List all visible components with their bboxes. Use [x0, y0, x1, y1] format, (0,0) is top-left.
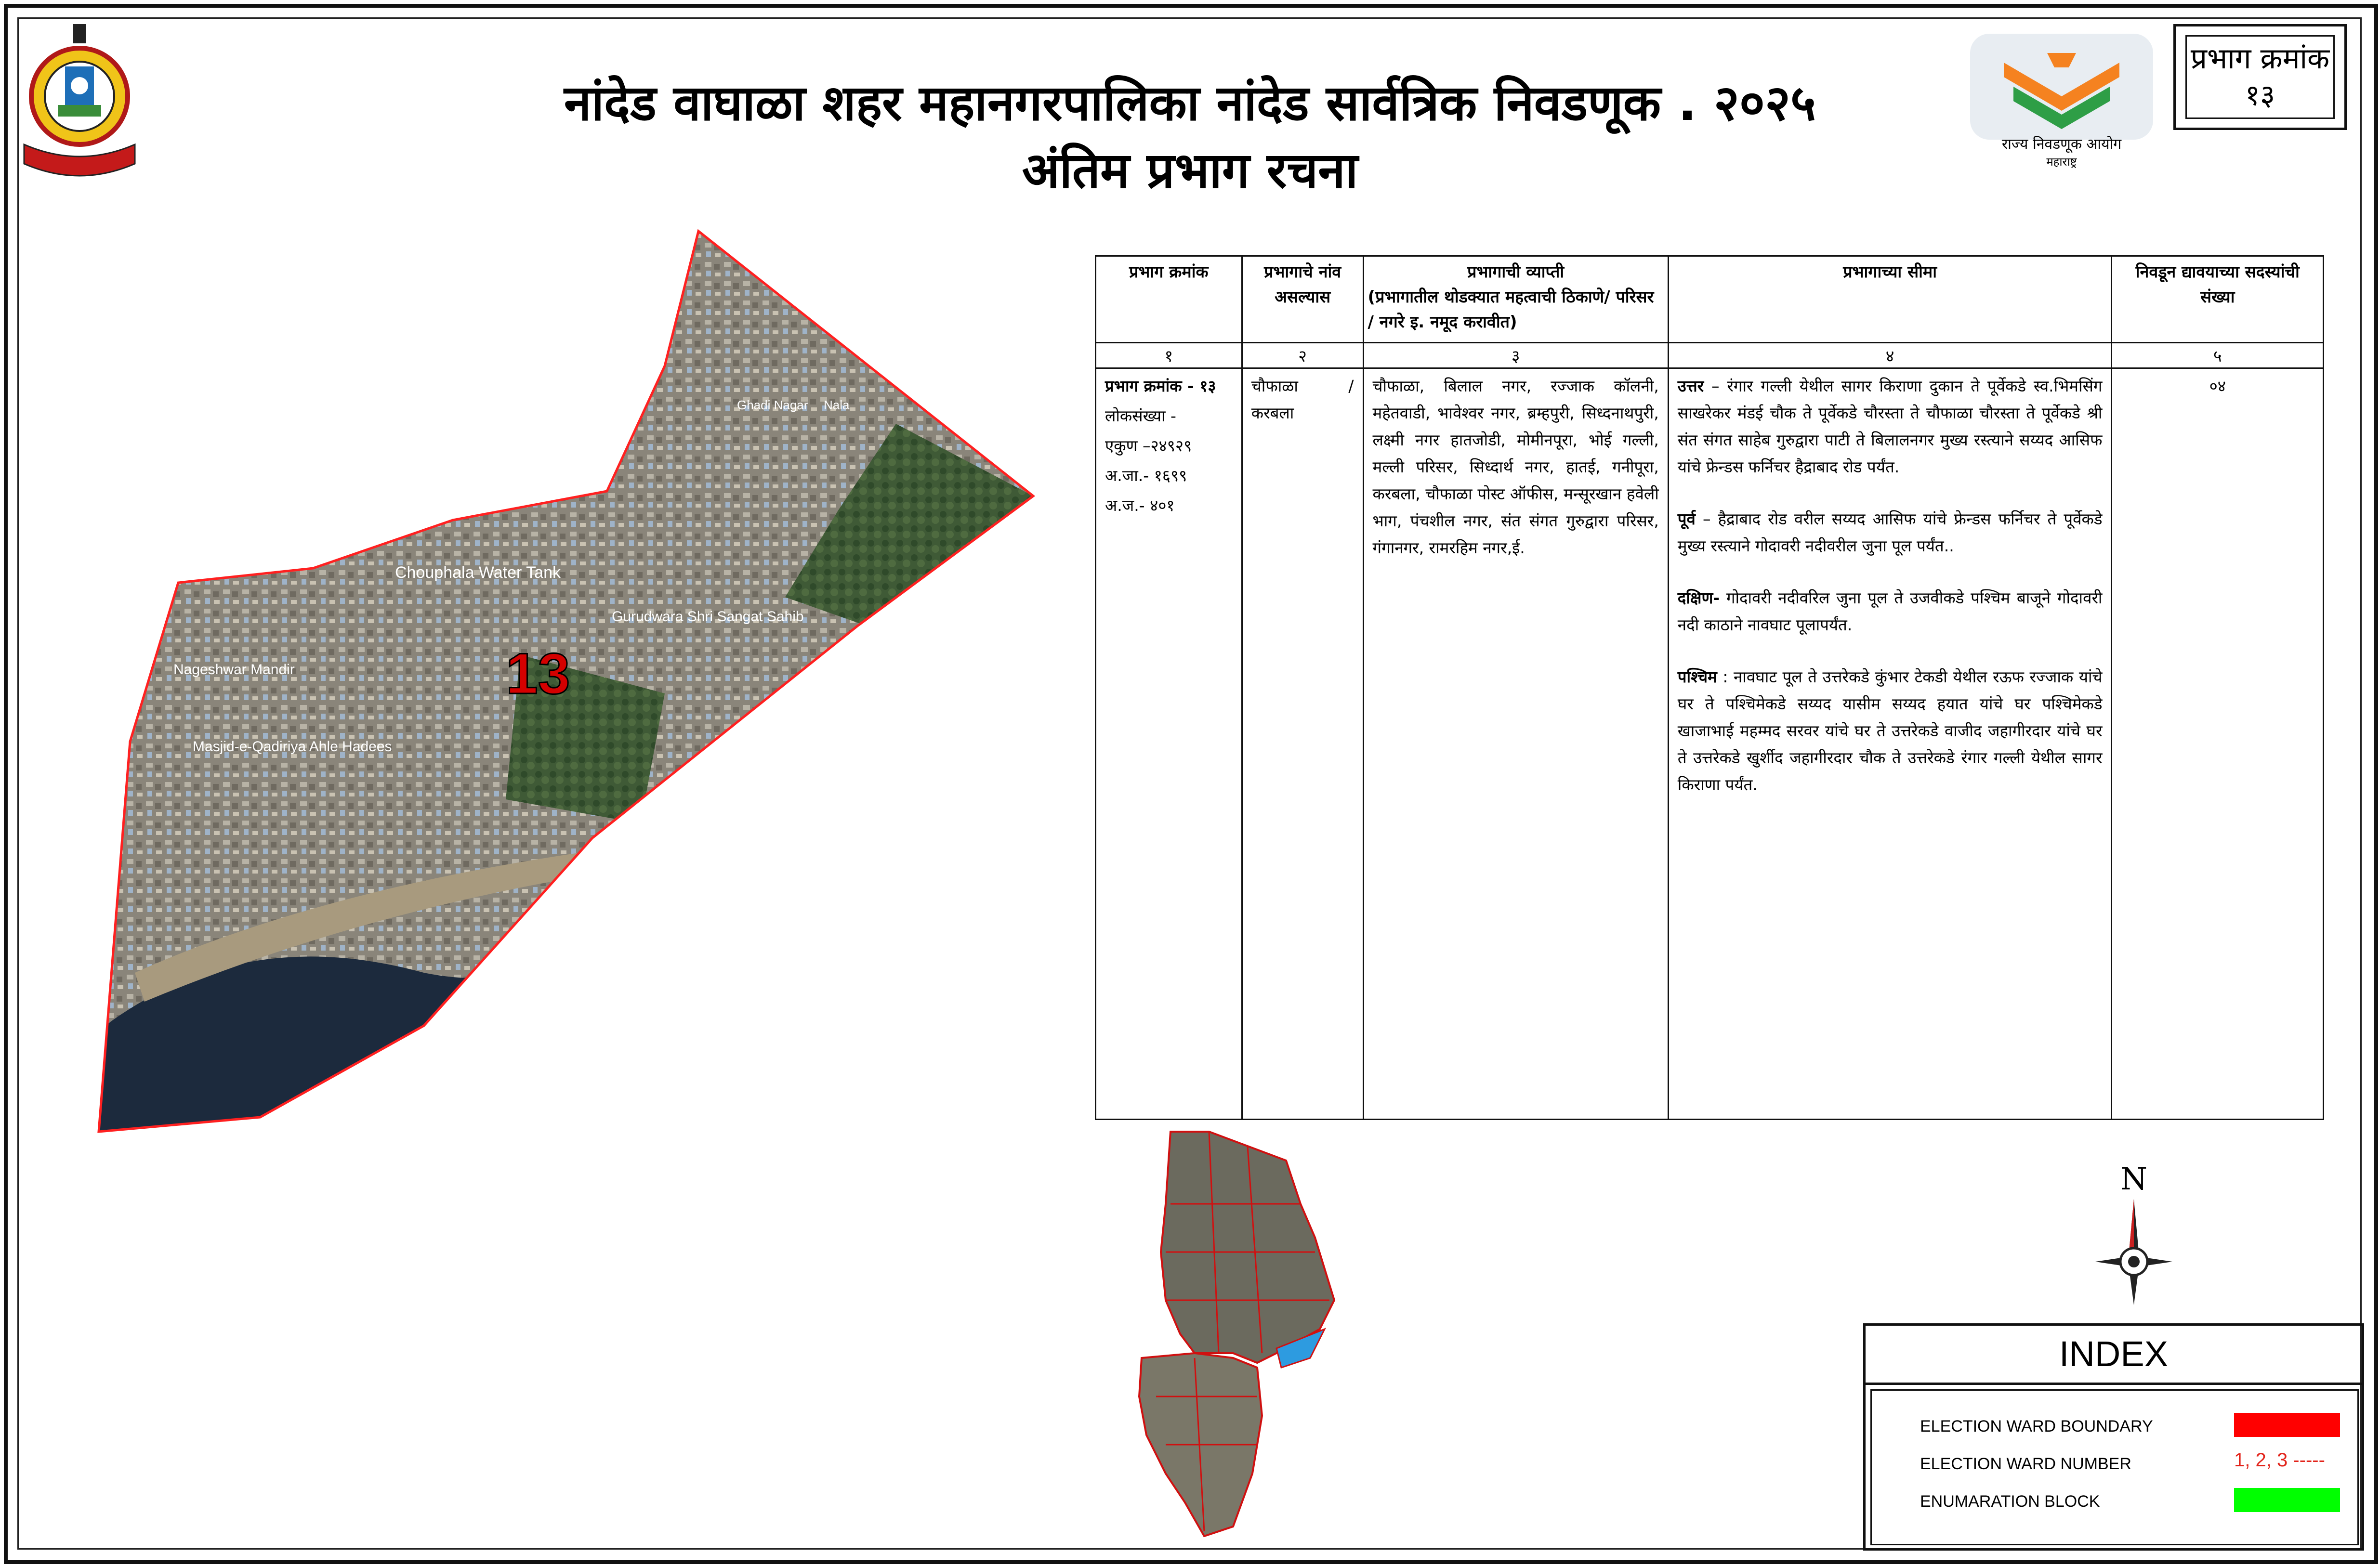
population-st: अ.ज.- ४०१ — [1105, 496, 1175, 515]
legend-box — [1863, 1323, 2364, 1551]
west-label: पश्चिम — [1677, 667, 1717, 686]
boundary-north — [1678, 373, 2103, 481]
population-label: लोकसंख्या - — [1105, 406, 1176, 425]
cell-ward-details — [1096, 368, 1242, 1120]
header-ward-name: प्रभागाचे नांव असल्यास — [1242, 256, 1363, 343]
north-label: उत्तर — [1677, 377, 1704, 395]
legend-boundary-label: ELECTION WARD BOUNDARY — [1920, 1417, 2153, 1436]
north-text: – रंगार गल्ली येथील सागर किराणा दुकान ते पूर्वेकडे स्व.भिमसिंग साखरेकर मंडई चौक ते पूर्वेकडे चौरस्ता ते चौफाळा चौरस्ता ते पूर्वेकडे श्री संत संगत साहेब गुरुद्वारा पाटी ते बिलालनगर मुख्य रस्त्याने सय्यद आसिफ यांचे फ्रेन्डस फर्निचर हैद्राबाद रोड पर्यंत. — [1677, 377, 2103, 476]
legend-boundary-swatch — [2234, 1413, 2340, 1437]
place-label: Nageshwar Mandir — [173, 662, 295, 678]
east-label: पूर्व — [1677, 509, 1696, 528]
key-map — [1137, 1127, 1387, 1541]
place-label: Ghadi Nagar — [737, 398, 808, 412]
page-subtitle: अंतिम प्रभाग रचना — [1022, 142, 1358, 199]
ward-number-text: प्रभाग क्रमांक - १३ — [1105, 377, 1216, 395]
place-label: Gurudwara Shri Sangat Sahib — [612, 609, 804, 625]
legend-items — [1870, 1389, 2359, 1545]
header-ward-extent — [1363, 256, 1668, 343]
column-number: ५ — [2112, 343, 2324, 368]
header-extent-title: प्रभागाची व्याप्ती — [1467, 262, 1565, 282]
header-extent-note: (प्रभागातील थोडक्यात महत्वाची ठिकाणे/ परिसर / नगरे इ. नमूद करावीत) — [1368, 287, 1654, 332]
compass-rose — [2086, 1161, 2182, 1315]
cell-members-count: ०४ — [2112, 368, 2324, 1120]
place-label: Nala — [824, 398, 850, 412]
south-text: गोदावरी नदीवरिल जुना पूल ते उजवीकडे पश्चिम बाजूने गोदावरी नदी काठाने नावघाट पूलापर्यंत. — [1677, 588, 2103, 634]
header-ward-number: प्रभाग क्रमांक — [1096, 256, 1242, 343]
header-members-count: निवडून द्यावयाच्या सदस्यांची संख्या — [2112, 256, 2324, 343]
legend-title: INDEX — [1866, 1326, 2362, 1385]
west-text: : नावघाट पूल ते उत्तरेकडे कुंभार टेकडी येथील रऊफ रज्जाक यांचे घर ते पश्चिमेकडे सय्यद यासीम सय्यद हयात यांचे घर पश्चिमेकडे खाजाभाई महम्मद सरवर यांचे घर ते उत्तरेकडे वाजीद जहागीरदार यांचे घर ते उत्तरेकडे खुर्शीद जहागीरदार चौक ते उत्तरेकडे रंगार गल्ली येथील सागर किराणा पर्यंत. — [1677, 667, 2103, 794]
legend-number-sample: 1, 2, 3 ----- — [2234, 1449, 2325, 1471]
cell-ward-boundaries — [1668, 368, 2112, 1120]
column-number: ३ — [1363, 343, 1668, 368]
east-text: – हैद्राबाद रोड वरील सय्यद आसिफ यांचे फ्रेन्डस फर्निचर ते पूर्वेकडे मुख्य रस्त्याने गोदावरी नदीवरील जुना पूल पर्यंत.. — [1677, 509, 2103, 555]
boundary-west — [1678, 664, 2103, 798]
compass-north-label: N — [2120, 1161, 2147, 1197]
boundary-south — [1678, 585, 2103, 639]
column-number: ४ — [1668, 343, 2112, 368]
column-number: १ — [1096, 343, 1242, 368]
cell-ward-extent: चौफाळा, बिलाल नगर, रज्जाक कॉलनी, महेतवाडी, भावेश्वर नगर, ब्रम्हपुरी, सिध्दनाथपुरी, लक्ष्मी नगर हातजोडी, मोमीनपूरा, भोई गल्ली, मल्ली परिसर, सिध्दार्थ नगर, हातई, गनीपूरा, करबला, चौफाळा पोस्ट ऑफीस, मन्सूरखान हवेली भाग, पंचशील नगर, संत संगत गुरुद्वारा परिसर, गंगानगर, रामरहिम नगर,ई. — [1363, 368, 1668, 1120]
ward-box-label: प्रभाग क्रमांक — [2190, 42, 2330, 76]
caption-line-2: महाराष्ट्र — [2046, 155, 2077, 169]
place-label: Masjid-e-Qadiriya Ahle Hadees — [193, 739, 392, 755]
boundary-east — [1678, 506, 2103, 560]
header-ward-boundaries: प्रभागाच्या सीमा — [1668, 256, 2112, 343]
south-label: दक्षिण- — [1677, 588, 1720, 607]
election-commission-caption — [1956, 136, 2168, 170]
cell-ward-name: चौफाळा / करबला — [1242, 368, 1363, 1120]
population-total: एकुण –२४९२९ — [1105, 436, 1192, 455]
population-sc: अ.जा.- १६९९ — [1105, 466, 1187, 485]
place-label: Chouphala Water Tank — [395, 563, 561, 582]
page-title: नांदेड वाघाळा शहर महानगरपालिका नांदेड सार्वत्रिक निवडणूक . २०२५ — [564, 75, 1816, 132]
ward-box-number: १३ — [2245, 78, 2275, 112]
legend-number-label: ELECTION WARD NUMBER — [1920, 1455, 2131, 1473]
legend-block-label: ENUMARATION BLOCK — [1920, 1492, 2100, 1511]
ward-number-box — [2173, 24, 2347, 130]
column-number: २ — [1242, 343, 1363, 368]
ward-info-table — [1095, 255, 2324, 1120]
ward-number-label: 13 — [506, 641, 570, 706]
caption-line-1: राज्य निवडणूक आयोग — [2001, 136, 2122, 153]
legend-block-swatch — [2234, 1488, 2340, 1512]
ward-map[interactable] — [87, 222, 1050, 1136]
